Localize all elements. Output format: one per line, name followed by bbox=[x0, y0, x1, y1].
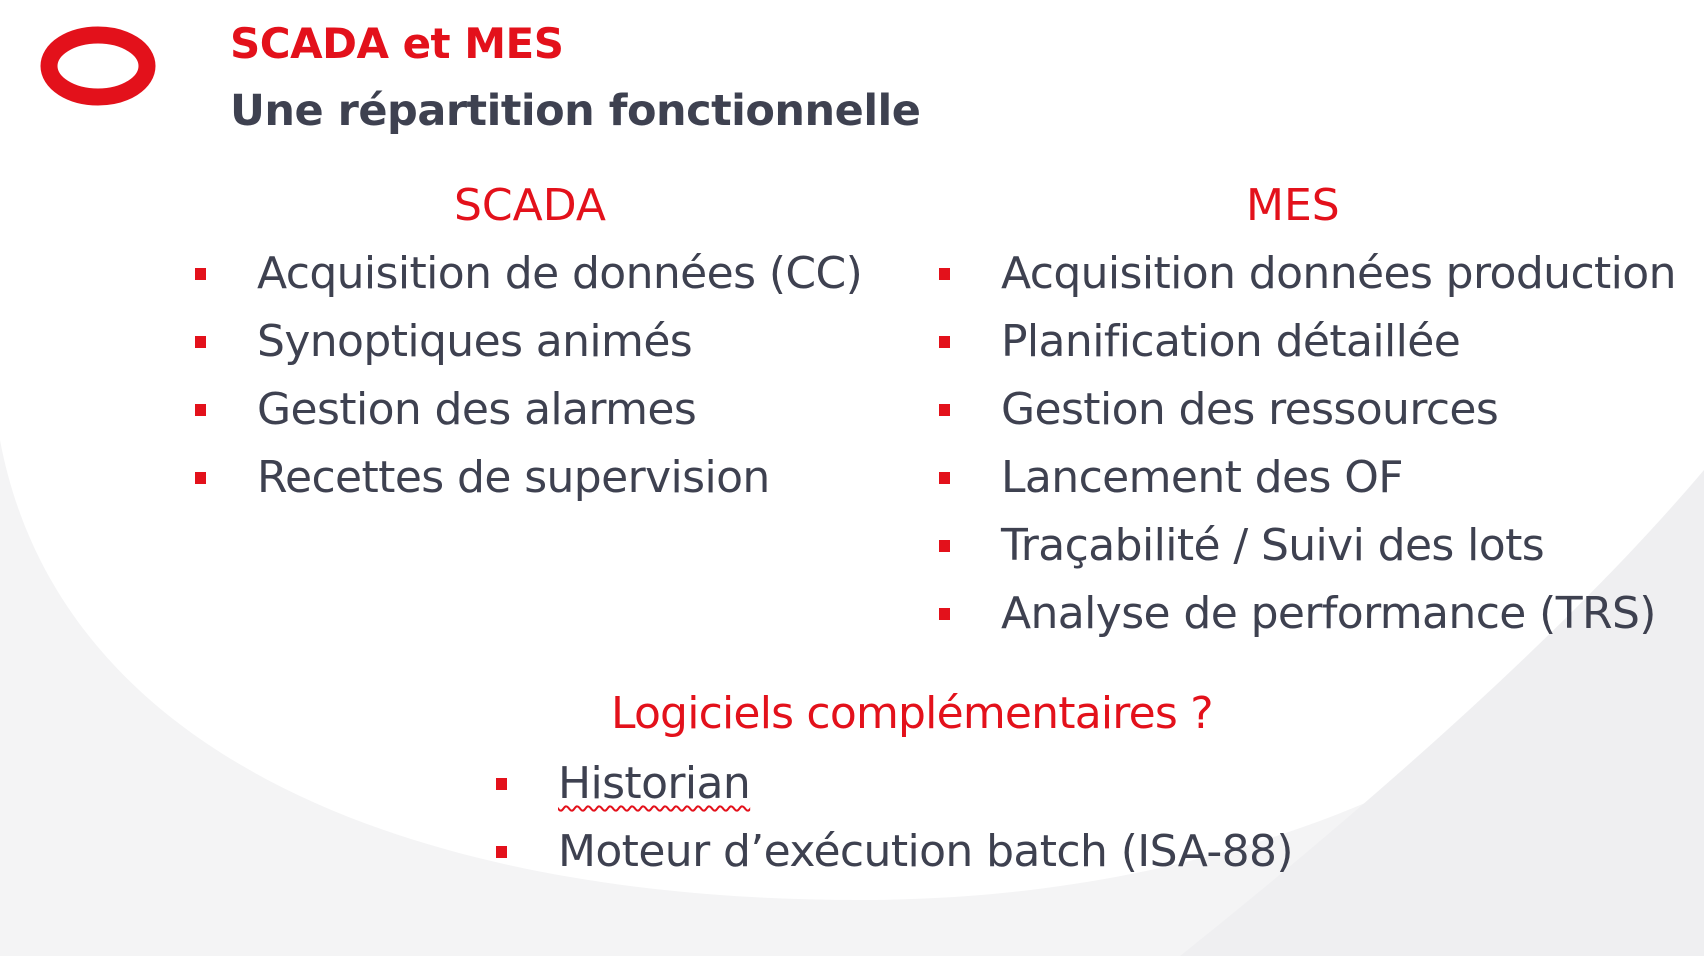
list-item bbox=[195, 308, 862, 376]
complementary-heading: Logiciels complémentaires ? bbox=[611, 688, 1213, 739]
square-bullet-icon bbox=[939, 608, 950, 620]
square-bullet-icon bbox=[195, 404, 206, 416]
list-item-text: Moteur d’exécution batch (ISA-88) bbox=[558, 826, 1293, 877]
mes-list bbox=[939, 240, 1676, 648]
square-bullet-icon bbox=[496, 846, 507, 858]
mes-heading: MES bbox=[1246, 180, 1340, 231]
list-item bbox=[939, 512, 1676, 580]
list-item bbox=[195, 376, 862, 444]
square-bullet-icon bbox=[939, 540, 950, 552]
slide-title: SCADA et MES bbox=[230, 19, 564, 68]
scada-list bbox=[195, 240, 862, 512]
list-item-text: Synoptiques animés bbox=[257, 316, 693, 367]
list-item bbox=[939, 308, 1676, 376]
list-item-text: Historian bbox=[558, 758, 751, 809]
list-item-text: Acquisition données production bbox=[1001, 248, 1676, 299]
list-item-text: Gestion des ressources bbox=[1001, 384, 1499, 435]
list-item-text: Planification détaillée bbox=[1001, 316, 1461, 367]
list-item bbox=[939, 444, 1676, 512]
list-item-text: Traçabilité / Suivi des lots bbox=[1001, 520, 1545, 571]
square-bullet-icon bbox=[939, 336, 950, 348]
slide-subtitle: Une répartition fonctionnelle bbox=[230, 86, 921, 136]
square-bullet-icon bbox=[195, 472, 206, 484]
square-bullet-icon bbox=[496, 778, 507, 790]
square-bullet-icon bbox=[939, 404, 950, 416]
list-item bbox=[195, 240, 862, 308]
complementary-list bbox=[496, 750, 1293, 886]
list-item bbox=[939, 376, 1676, 444]
list-item bbox=[939, 580, 1676, 648]
list-item-text: Acquisition de données (CC) bbox=[257, 248, 863, 299]
list-item-text: Recettes de supervision bbox=[257, 452, 770, 503]
square-bullet-icon bbox=[939, 472, 950, 484]
red-ring-logo bbox=[38, 22, 158, 112]
square-bullet-icon bbox=[939, 268, 950, 280]
list-item bbox=[496, 750, 1293, 818]
scada-heading: SCADA bbox=[454, 180, 606, 231]
list-item bbox=[195, 444, 862, 512]
square-bullet-icon bbox=[195, 336, 206, 348]
list-item bbox=[939, 240, 1676, 308]
list-item bbox=[496, 818, 1293, 886]
square-bullet-icon bbox=[195, 268, 206, 280]
list-item-text: Gestion des alarmes bbox=[257, 384, 697, 435]
list-item-text: Analyse de performance (TRS) bbox=[1001, 588, 1656, 639]
list-item-text: Lancement des OF bbox=[1001, 452, 1403, 503]
